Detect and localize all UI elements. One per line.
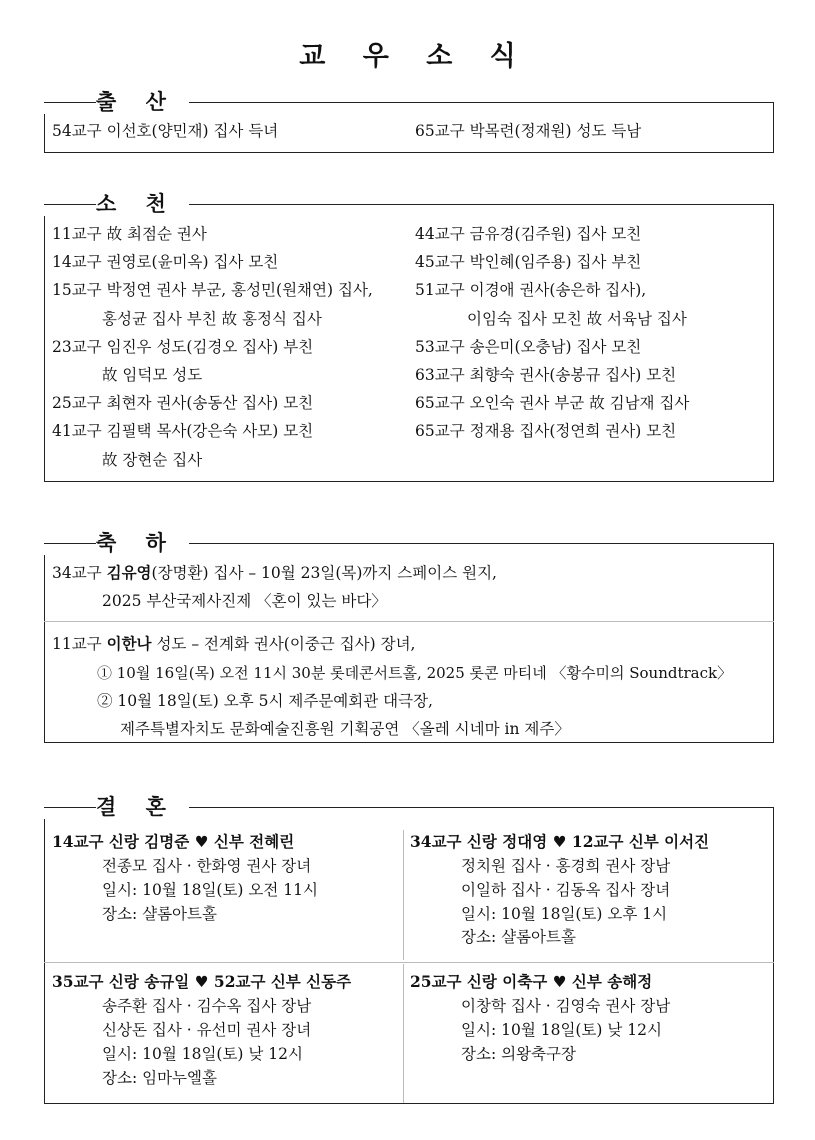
heart-icon: ♥	[552, 973, 567, 991]
congrats-detail: 성도 – 전계화 권사(이중근 집사) 장녀,	[151, 635, 416, 653]
birth-label: 출 산	[44, 90, 189, 114]
passing-item: 65교구 정재용 집사(정연희 권사) 모친	[415, 422, 677, 440]
passing-item: 65교구 오인숙 권사 부군 故 김남재 집사	[415, 394, 690, 412]
passing-label: 소 천	[44, 192, 189, 216]
congrats-entry-1	[52, 563, 497, 583]
passing-item: 44교구 금유경(김주원) 집사 모친	[415, 225, 642, 243]
wedding-detail: 신상돈 집사 · 유선미 권사 장녀	[102, 1021, 312, 1039]
wedding-detail: 송주환 집사 · 김수옥 집사 장남	[102, 997, 312, 1015]
wedding-label: 결 혼	[44, 795, 189, 819]
congrats-detail-line: ② 10월 18일(토) 오후 5시 제주문예회관 대극장,	[97, 692, 433, 710]
wedding-divider	[44, 962, 774, 963]
congrats-label: 축 하	[44, 531, 189, 555]
congrats-name: 김유영	[106, 563, 152, 582]
wedding-detail: 장소: 의왕축구장	[461, 1045, 576, 1063]
groom: 14교구 신랑 김명준	[52, 832, 190, 851]
wedding-couple	[52, 832, 294, 852]
passing-item: 45교구 박인혜(임주용) 집사 부친	[415, 253, 642, 271]
passing-item: 23교구 임진우 성도(김경오 집사) 부친	[52, 338, 314, 356]
wedding-detail: 일시: 10월 18일(토) 낮 12시	[102, 1045, 304, 1063]
wedding-detail: 장소: 임마누엘홀	[102, 1069, 217, 1087]
congrats-name: 이한나	[106, 634, 152, 653]
congrats-district: 11교구	[52, 635, 107, 653]
passing-item: 63교구 최향숙 권사(송봉규 집사) 모친	[415, 366, 677, 384]
page-title: 교 우 소 식	[299, 41, 530, 72]
bride: 12교구 신부 이서진	[571, 832, 710, 851]
groom: 25교구 신랑 이축구	[410, 972, 548, 991]
wedding-divider-vertical	[403, 964, 404, 1103]
congrats-divider	[44, 621, 774, 622]
passing-item: 53교구 송은미(오충남) 집사 모친	[415, 338, 642, 356]
passing-item: 51교구 이경애 권사(송은하 집사),	[415, 281, 647, 299]
birth-item: 65교구 박목련(정재원) 성도 득남	[415, 122, 642, 140]
congrats-district: 34교구	[52, 564, 107, 582]
congrats-detail-line: 제주특별자치도 문화예술진흥원 기획공연 〈올레 시네마 in 제주〉	[120, 720, 570, 738]
wedding-detail: 이일하 집사 · 김동옥 집사 장녀	[461, 881, 671, 899]
groom: 34교구 신랑 정대영	[410, 832, 548, 851]
wedding-detail: 전종모 집사 · 한화영 권사 장녀	[102, 857, 312, 875]
wedding-divider-vertical	[403, 830, 404, 960]
wedding-detail: 일시: 10월 18일(토) 낮 12시	[461, 1021, 663, 1039]
congrats-detail: (장명환) 집사 – 10월 23일(목)까지 스페이스 원지,	[151, 564, 497, 582]
groom: 35교구 신랑 송규일	[52, 972, 190, 991]
congrats-detail-line: ① 10월 16일(목) 오전 11시 30분 롯데콘서트홀, 2025 롯콘 마티네 〈황수미의 Soundtrack〉	[97, 664, 733, 682]
heart-icon: ♥	[194, 973, 209, 991]
congrats-entry-2	[52, 634, 416, 654]
wedding-detail: 장소: 샬롬아트홀	[461, 928, 576, 946]
passing-item: 홍성균 집사 부친 故 홍정식 집사	[102, 310, 322, 328]
wedding-couple	[410, 972, 652, 992]
bride: 신부 송해정	[571, 972, 653, 991]
congrats-detail-line: 2025 부산국제사진제 〈혼이 있는 바다〉	[102, 592, 387, 610]
passing-item: 14교구 권영로(윤미옥) 집사 모친	[52, 253, 279, 271]
passing-item: 故 임덕모 성도	[102, 366, 203, 384]
heart-icon: ♥	[552, 833, 567, 851]
passing-item: 15교구 박정연 권사 부군, 홍성민(원채연) 집사,	[52, 281, 373, 299]
bride: 신부 전혜린	[213, 832, 295, 851]
wedding-couple	[52, 972, 351, 992]
passing-item: 이임숙 집사 모친 故 서육남 집사	[467, 310, 687, 328]
wedding-detail: 정치원 집사 · 홍경희 권사 장남	[461, 857, 671, 875]
wedding-detail: 장소: 샬롬아트홀	[102, 905, 217, 923]
passing-item: 41교구 김필택 목사(강은숙 사모) 모친	[52, 422, 314, 440]
wedding-detail: 일시: 10월 18일(토) 오후 1시	[461, 905, 668, 923]
birth-item: 54교구 이선호(양민재) 집사 득녀	[52, 122, 279, 140]
passing-item: 25교구 최현자 권사(송동산 집사) 모친	[52, 394, 314, 412]
passing-item: 11교구 故 최점순 권사	[52, 225, 207, 243]
wedding-couple	[410, 832, 709, 852]
bride: 52교구 신부 신동주	[213, 972, 352, 991]
heart-icon: ♥	[194, 833, 209, 851]
wedding-detail: 이창학 집사 · 김영숙 권사 장남	[461, 997, 671, 1015]
wedding-detail: 일시: 10월 18일(토) 오전 11시	[102, 881, 318, 899]
passing-item: 故 장현순 집사	[102, 451, 203, 469]
